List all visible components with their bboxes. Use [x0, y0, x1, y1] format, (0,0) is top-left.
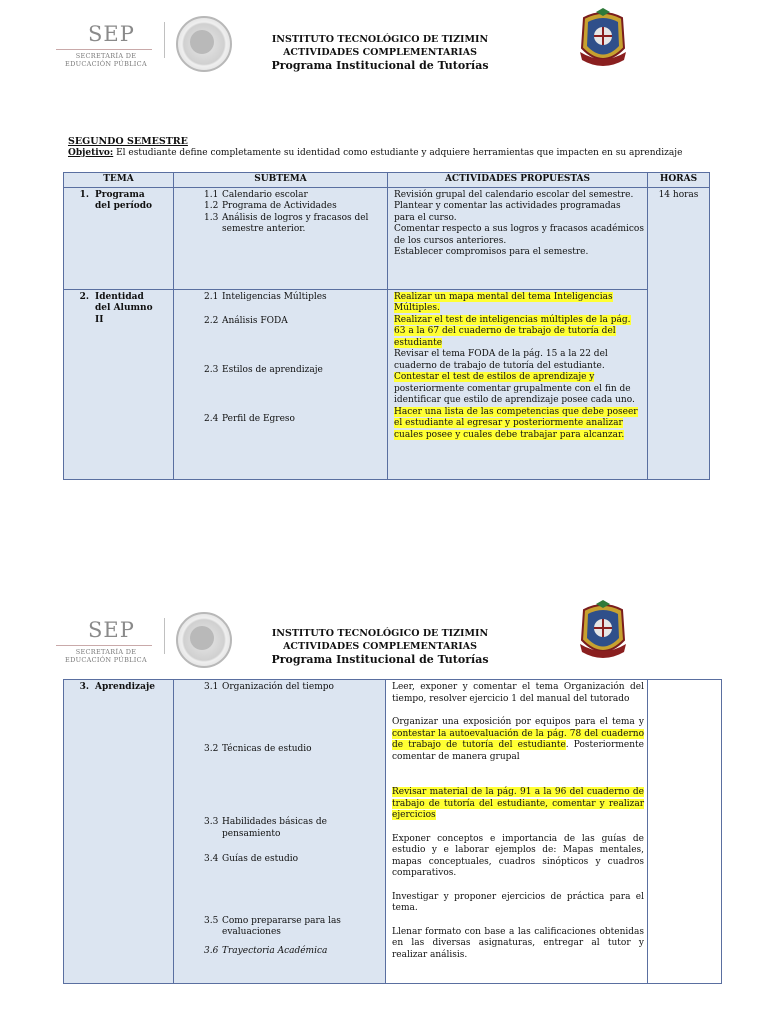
mexico-seal-icon	[176, 16, 232, 72]
tema-cell: 2. Identidad del Alumno II	[64, 289, 174, 479]
tema-cell: 3. Aprendizaje	[64, 680, 174, 984]
document-title: INSTITUTO TECNOLÓGICO DE TIZIMIN ACTIVIDADES COMPLEMENTARIAS Programa Institucional de Tutorías	[271, 34, 489, 72]
subtema-cell: 2.1 Inteligencias Múltiples 2.2 Análisis FODA 2.3 Estilos de aprendizaje 2.4 Perfil de Egreso	[174, 289, 388, 479]
document-title: INSTITUTO TECNOLÓGICO DE TIZIMIN ACTIVIDADES COMPLEMENTARIAS Programa Institucional de Tutorías	[271, 628, 489, 666]
activities-table-continued	[63, 679, 722, 984]
logo-divider	[164, 22, 165, 58]
table-row	[64, 187, 710, 289]
column-header: SUBTEMA	[174, 173, 388, 188]
logo-divider	[164, 618, 165, 654]
column-header: TEMA	[64, 173, 174, 188]
activities-cell: Revisión grupal del calendario escolar del semestre. Plantear y comentar las actividades programadas para el curso. Comentar respecto a sus logros y fracasos académicos de los cursos anteriores. Establecer compromisos para el semestre.	[388, 187, 648, 289]
table-row	[64, 289, 710, 479]
mexico-seal-icon	[176, 612, 232, 668]
hours-cell: 14 horas	[648, 187, 710, 479]
subtema-cell: 1.1 Calendario escolar 1.2 Programa de Actividades 1.3 Análisis de logros y fracasos del semestre anterior.	[174, 187, 388, 289]
institute-emblem-icon	[574, 600, 632, 662]
institute-emblem-icon	[574, 8, 632, 70]
activities-cell: Realizar un mapa mental del tema Inteligencias Múltiples. Realizar el test de inteligencias múltiples de la pág. 63 a la 67 del cuaderno de trabajo de tutoría del estudiante Revisar el tema FODA de la pág. 15 a la 22 del cuaderno de trabajo de tutoría del estudiante. Contestar el test de estilos de aprendizaje y posteriormente comentar grupalmente con el fin de identificar que estilo de aprendizaje posee cada uno. Hacer una lista de las competencias que debe poseer el estudiante al egresar y posteriormente analizar cuales posee y cuales debe trabajar para alcanzar.	[388, 289, 648, 479]
objective: Objetivo: El estudiante define completamente su identidad como estudiante y adquiere herramientas que impacten en su aprendizaje	[68, 148, 683, 158]
semester-heading: SEGUNDO SEMESTRE	[68, 136, 188, 147]
tema-cell: 1. Programa del período	[64, 187, 174, 289]
hours-cell	[648, 680, 722, 984]
column-header: HORAS	[648, 173, 710, 188]
subtema-cell: 3.1 Organización del tiempo 3.2 Técnicas de estudio 3.3 Habilidades básicas de pensamiento 3.4 Guías de estudio 3.5 Como prepararse para las evaluaciones 3.6 Trayectoria Académica	[174, 680, 386, 984]
column-header: ACTIVIDADES PROPUESTAS	[388, 173, 648, 188]
table-header-row	[64, 173, 710, 188]
activities-table	[63, 172, 710, 480]
table-row	[64, 680, 722, 984]
activities-cell: Leer, exponer y comentar el tema Organización del tiempo, resolver ejercicio 1 del manual del tutorado Organizar una exposición por equipos para el tema y contestar la autoevaluación de la pág. 78 del cuaderno de trabajo de tutoría del estudiante. Posteriormente comentar de manera grupal Revisar material de la pág. 91 a la 96 del cuaderno de trabajo de tutoría del estudiante, comentar y realizar ejercicios Exponer conceptos e importancia de las guías de estudio y e laborar ejemplos de: Mapas mentales, mapas conceptuales, cuadros sinópticos y cuadros comparativos. Investigar y proponer ejercicios de práctica para el tema. Llenar formato con base a las calificaciones obtenidas en las diversas asignaturas, entregar al tutor y realizar análisis.	[386, 680, 648, 984]
